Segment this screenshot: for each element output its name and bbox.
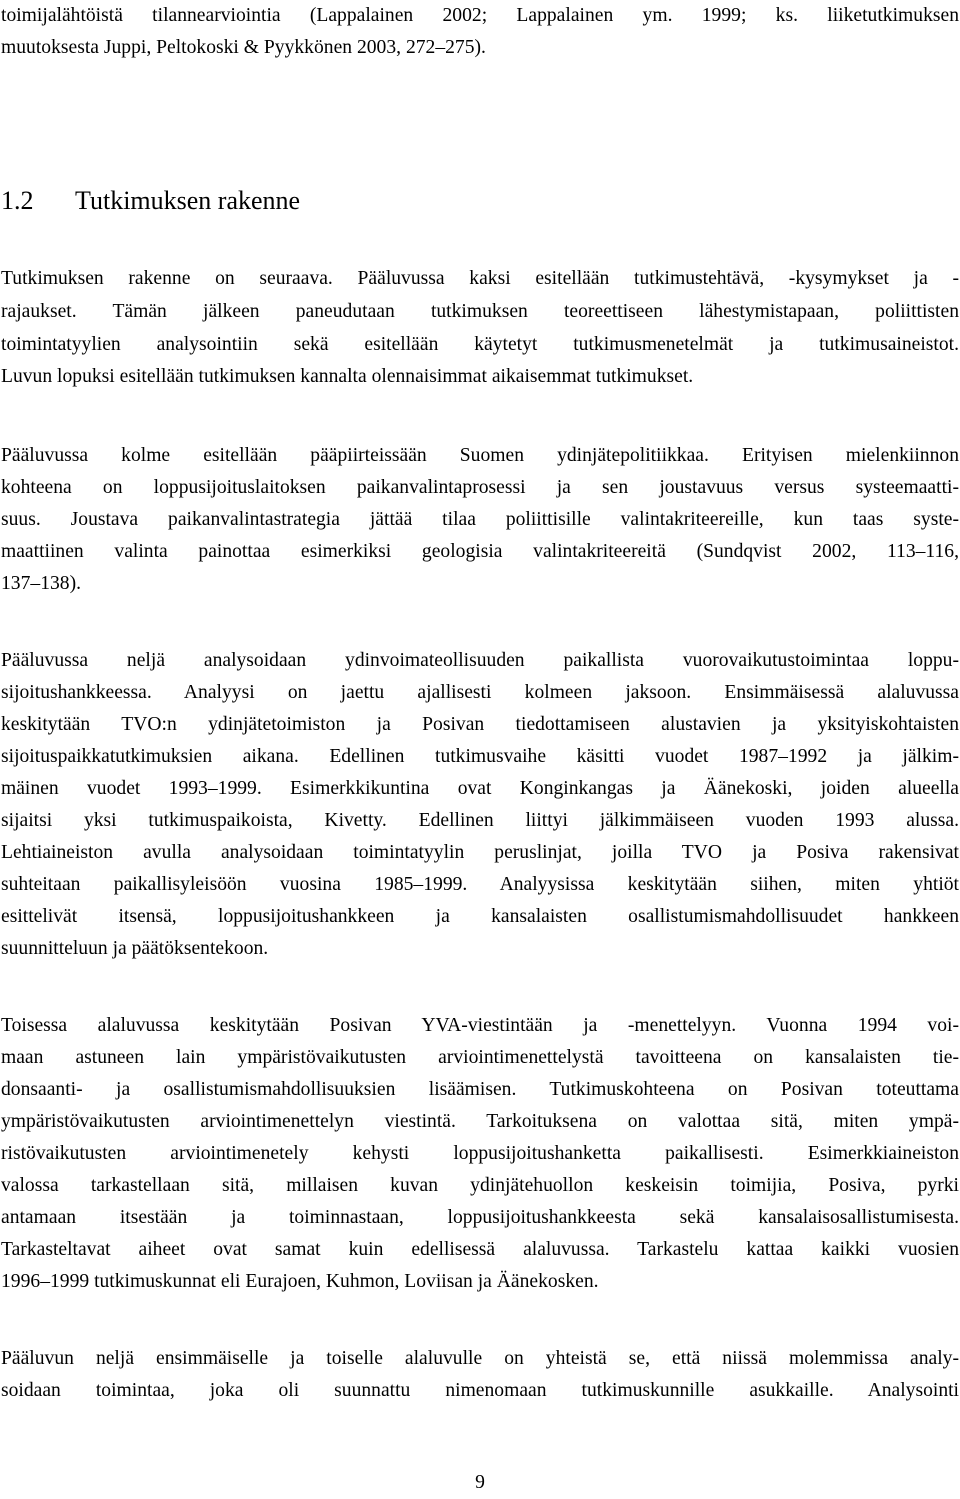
paragraph1-line-3: toimintatyylien analysointiin sekä esitellään käytetyt tutkimusmenetelmät ja tutkimusaineistot. (1, 334, 959, 355)
intro-line-1: toimijalähtöistä tilannearviointia (Lappalainen 2002; Lappalainen ym. 1999; ks. liiketutkimuksen (1, 5, 959, 26)
paragraph3-line-5: mäinen vuodet 1993–1999. Esimerkkikuntina ovat Konginkangas ja Äänekoski, joiden alueella (1, 778, 959, 799)
paragraph4-line-4: ympäristövaikutusten arviointimenettelyn viestintä. Tarkoituksena on valottaa sitä, miten ympä- (1, 1111, 959, 1132)
paragraph3-line-9: esittelivät itsensä, loppusijoitushankkeen ja kansalaisten osallistumismahdollisuudet hankkeen (1, 906, 959, 927)
section-heading (1, 181, 300, 221)
paragraph4-line-8: Tarkasteltavat aiheet ovat samat kuin edellisessä alaluvussa. Tarkastelu kattaa kaikki vuosien (1, 1239, 959, 1260)
paragraph4-line-6: valossa tarkastellaan sitä, millaisen kuvan ydinjätehuollon keskeisin toimijia, Posiva, pyrki (1, 1175, 959, 1196)
paragraph3-line-7: Lehtiaineiston avulla analysoidaan toimintatyylin peruslinjat, joilla TVO ja Posiva rakensivat (1, 842, 959, 863)
section-title: Tutkimuksen rakenne (75, 186, 301, 215)
paragraph4-line-2: maan astuneen lain ympäristövaikutusten arviointimenettelystä tavoitteena on kansalaisten tie- (1, 1047, 959, 1068)
paragraph2-line-4: maattiinen valinta painottaa esimerkiksi geologisia valintakriteereitä (Sundqvist 2002, 113–116, (1, 541, 959, 562)
paragraph1-line-1: Tutkimuksen rakenne on seuraava. Pääluvussa kaksi esitellään tutkimustehtävä, -kysymykset ja - (1, 268, 959, 289)
paragraph3-line-2: sijoitushankkeessa. Analyysi on jaettu ajallisesti kolmeen jaksoon. Ensimmäisessä alaluvussa (1, 682, 959, 703)
section-number: 1.2 (1, 186, 34, 215)
paragraph5-line-2: soidaan toimintaa, joka oli suunnattu nimenomaan tutkimuskunnille asukkaille. Analysointi (1, 1380, 959, 1401)
paragraph4-line-5: ristövaikutusten arviointimenetely kehysti loppusijoitushanketta paikallisesti. Esimerkkiaineiston (1, 1143, 959, 1164)
paragraph5-line-1: Pääluvun neljä ensimmäiselle ja toiselle alaluvulle on yhteistä se, että niissä molemmissa analy- (1, 1348, 959, 1369)
paragraph2-line-1: Pääluvussa kolme esitellään pääpiirteissään Suomen ydinjätepolitiikkaa. Erityisen mielenkiinnon (1, 445, 959, 466)
paragraph2-line-3: suus. Joustava paikanvalintastrategia jättää tilaa poliittisille valintakriteereille, kun taas syste- (1, 509, 959, 530)
paragraph3-line-8: suhteitaan paikallisyleisöön vuosina 1985–1999. Analyysissa keskitytään siihen, miten yhtiöt (1, 874, 959, 895)
paragraph3-line-6: sijaitsi yksi tutkimuspaikoista, Kivetty. Edellinen liittyi jälkimmäiseen vuoden 1993 alussa. (1, 810, 959, 831)
paragraph1-line-2: rajaukset. Tämän jälkeen paneudutaan tutkimuksen teoreettiseen lähestymistapaan, poliittisten (1, 301, 959, 322)
paragraph4-line-9: 1996–1999 tutkimuskunnat eli Eurajoen, Kuhmon, Loviisan ja Äänekosken. (1, 1271, 599, 1292)
intro-line-2: muutoksesta Juppi, Peltokoski & Pyykkönen 2003, 272–275). (1, 37, 486, 58)
paragraph3-line-1: Pääluvussa neljä analysoidaan ydinvoimateollisuuden paikallista vuorovaikutustoimintaa loppu- (1, 650, 959, 671)
paragraph2-line-5: 137–138). (1, 573, 82, 594)
paragraph4-line-3: donsaanti- ja osallistumismahdollisuuksien lisäämisen. Tutkimuskohteena on Posivan toteuttama (1, 1079, 959, 1100)
paragraph4-line-1: Toisessa alaluvussa keskitytään Posivan YVA-viestintään ja -menettelyyn. Vuonna 1994 voi- (1, 1015, 959, 1036)
page-number: 9 (475, 1472, 485, 1493)
paragraph1-line-4: Luvun lopuksi esitellään tutkimuksen kannalta olennaisimmat aikaisemmat tutkimukset. (1, 366, 694, 387)
paragraph2-line-2: kohteena on loppusijoituslaitoksen paikanvalintaprosessi ja sen joustavuus versus systeemaatti- (1, 477, 959, 498)
paragraph3-line-10: suunnitteluun ja päätöksentekoon. (1, 938, 269, 959)
paragraph3-line-4: sijoituspaikkatutkimuksien aikana. Edellinen tutkimusvaihe käsitti vuodet 1987–1992 ja jälkim- (1, 746, 959, 767)
paragraph3-line-3: keskitytään TVO:n ydinjätetoimiston ja Posivan tiedottamiseen alustavien ja yksityiskohtaisten (1, 714, 959, 735)
paragraph4-line-7: antamaan itsestään ja toiminnastaan, loppusijoitushankkeesta sekä kansalaisosallistumisesta. (1, 1207, 959, 1228)
